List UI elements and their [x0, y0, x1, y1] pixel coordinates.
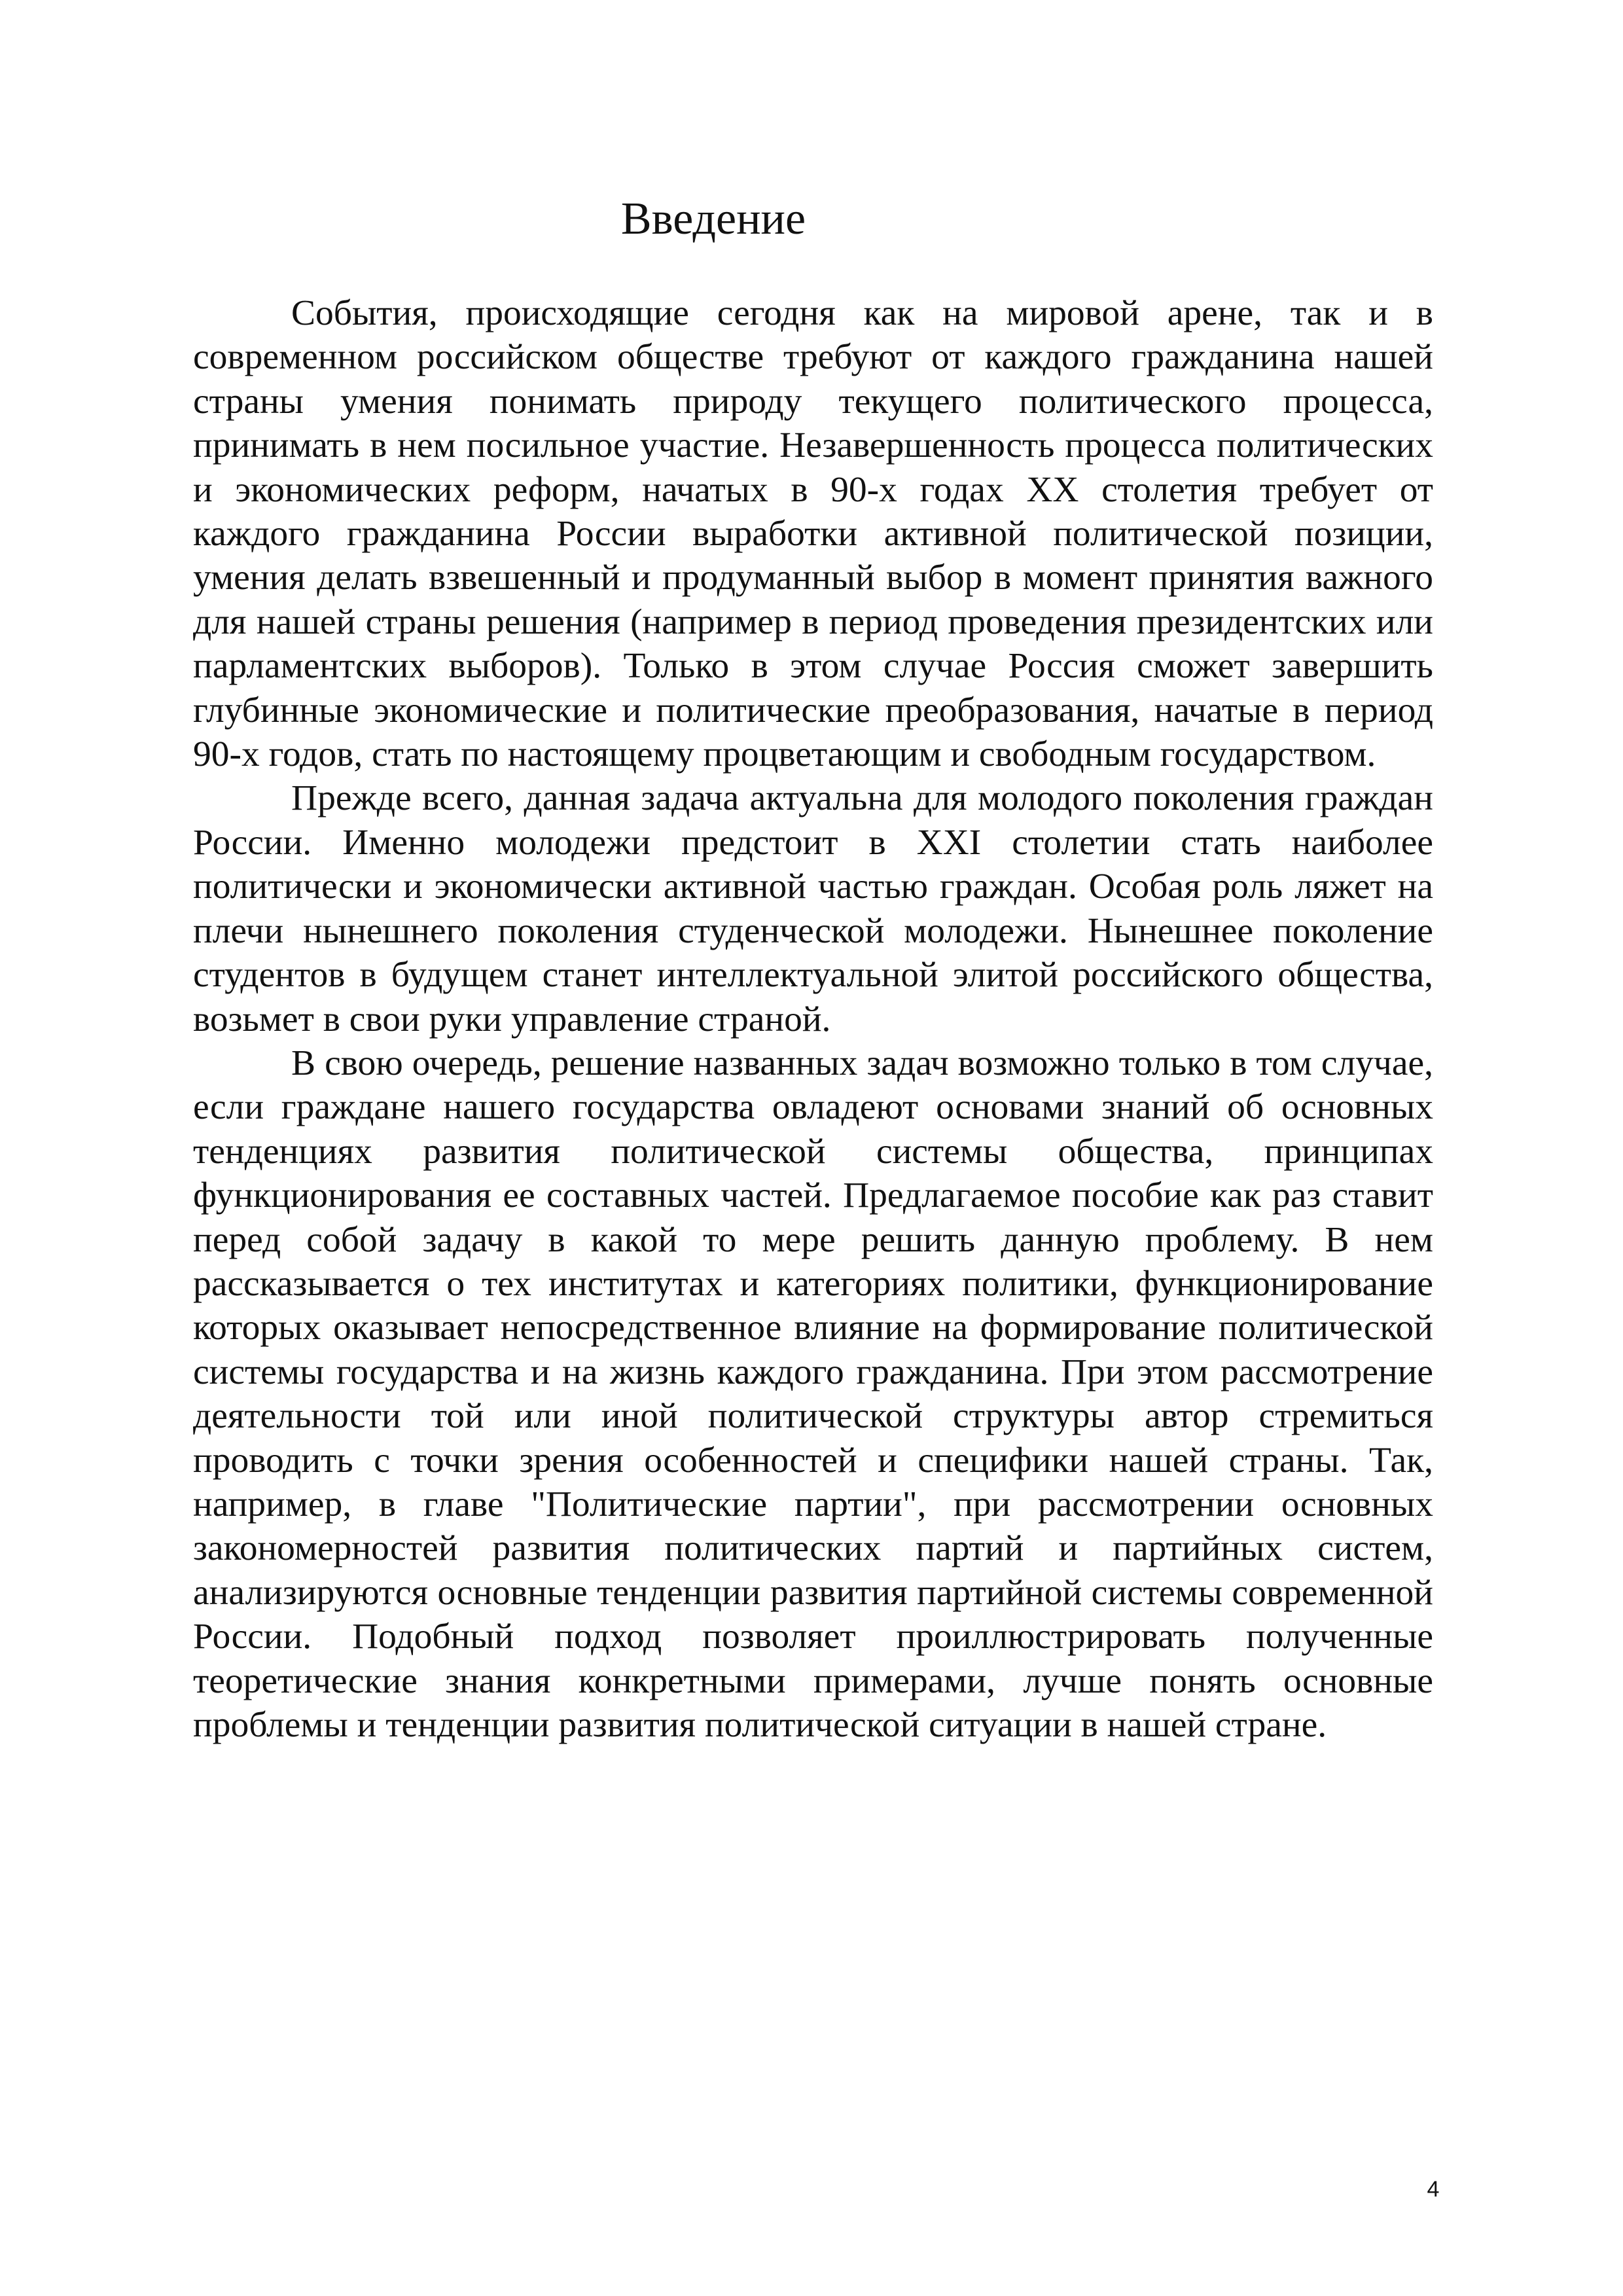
paragraph-3: В свою очередь, решение названных задач возможно только в том случае, если граждане нашего государства овладеют основами знаний об основных тенденциях развития политической системы общества, принципах функционирования ее составных частей. Предлагаемое пособие как раз ставит перед собой задачу в какой то мере решить данную проблему. В нем рассказывается о тех институтах и категориях политики, функционирование которых оказывает непосредственное влияние на формирование политической системы государства и на жизнь каждого гражданина. При этом рассмотрение деятельности той или иной политической структуры автор стремиться проводить с точки зрения особенностей и специфики нашей страны. Так, например, в главе "Политические партии", при рассмотрении основных закономерностей развития политических партий и партийных систем, анализируются основные тенденции развития партийной системы современной России. Подобный подход позволяет проиллюстрировать полученные теоретические знания конкретными примерами, лучше понять основные проблемы и тенденции развития политической ситуации в нашей стране.: [193, 1043, 1433, 1745]
paragraph-2: Прежде всего, данная задача актуальна для молодого поколения граждан России. Именно молодежи предстоит в XXI столетии стать наиболее политически и экономически активной частью граждан. Особая роль ляжет на плечи нынешнего поколения студенческой молодежи. Нынешнее поколение студентов в будущем станет интеллектуальной элитой российского общества, возьмет в свои руки управление страной.: [193, 778, 1433, 1039]
page-title: Введение: [620, 194, 806, 244]
body-text: [193, 291, 1433, 1747]
paragraph-1: События, происходящие сегодня как на мировой арене, так и в современном российском обществе требуют от каждого гражданина нашей страны умения понимать природу текущего политического процесса, принимать в нем посильное участие. Незавершенность процесса политических и экономических реформ, начатых в 90-х годах XX столетия требует от каждого гражданина России выработки активной политической позиции, умения делать взвешенный и продуманный выбор в момент принятия важного для нашей страны решения (например в период проведения президентских или парламентских выборов). Только в этом случае Россия сможет завершить глубинные экономические и политические преобразования, начатые в период 90-х годов, стать по настоящему процветающим и свободным государством.: [193, 293, 1433, 775]
page-number: 4: [1427, 2177, 1440, 2202]
